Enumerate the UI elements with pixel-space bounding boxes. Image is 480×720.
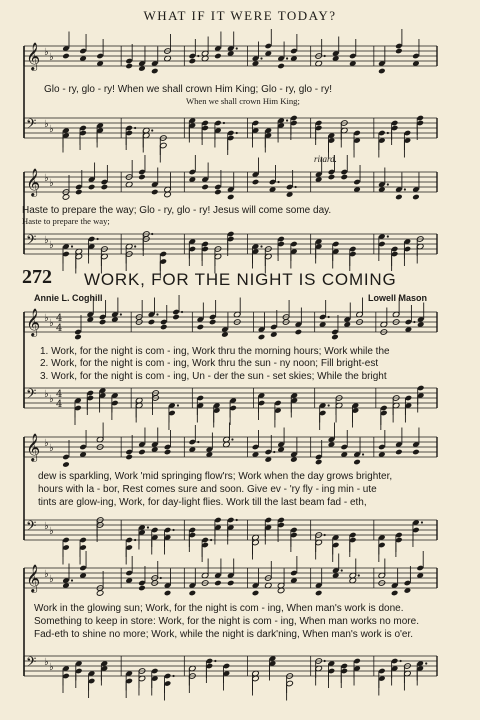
lyric-s1-v3: 3. Work, for the night is com - ing, Un - der the sun - set skies; While the bright	[40, 371, 387, 382]
svg-text:♭: ♭	[44, 389, 49, 400]
svg-text:♭: ♭	[44, 438, 49, 449]
lyric-prev-line2-bass: Haste to prepare the way;	[22, 216, 110, 226]
svg-text:♭: ♭	[49, 574, 54, 585]
lyric-s3-v1: Work in the glowing sun; Work, for the night is com - ing, When man's work is done.	[34, 603, 404, 614]
lyric-s3-v3: Fad-eth to shine no more; Work, while the night is dark'ning, When man's work is o'er.	[34, 629, 414, 640]
svg-text:♭: ♭	[49, 394, 54, 405]
lyric-prev-line2: Haste to prepare the way; Glo - ry, glo - ry! Jesus will come some day.	[22, 205, 332, 216]
svg-text:𝄢: 𝄢	[26, 232, 37, 251]
lyric-prev-line1: Glo - ry, glo - ry! When we shall crown Him King; Glo - ry, glo - ry!	[44, 84, 333, 95]
svg-text:♭: ♭	[44, 569, 49, 580]
svg-text:♭: ♭	[49, 240, 54, 251]
lyric-s3-v2: Something to keep in store: Work, for the night is com - ing, When man works no more.	[34, 616, 419, 627]
composer-credit: Lowell Mason	[368, 293, 428, 303]
tempo-marking: ritard.	[314, 154, 337, 164]
svg-text:♭: ♭	[44, 173, 49, 184]
svg-text:4: 4	[56, 399, 63, 410]
hymn-number: 272	[22, 266, 52, 288]
svg-text:♭: ♭	[44, 119, 49, 130]
lyricist-credit: Annie L. Coghill	[34, 293, 103, 303]
svg-text:𝄞: 𝄞	[26, 433, 41, 461]
svg-text:𝄢: 𝄢	[26, 116, 37, 135]
svg-text:♭: ♭	[49, 124, 54, 135]
lyric-s2-v3: tints are glow-ing, Work, for day-light flies. Work till the last beam fad - eth,	[38, 497, 367, 508]
svg-text:𝄢: 𝄢	[26, 654, 37, 673]
svg-text:♭: ♭	[49, 318, 54, 329]
svg-text:𝄞: 𝄞	[26, 42, 41, 70]
svg-text:♭: ♭	[49, 178, 54, 189]
lyric-s1-v2: 2. Work, for the night is com - ing, Work thru the sun - ny noon; Fill bright-est	[40, 358, 379, 369]
svg-text:♭: ♭	[49, 52, 54, 63]
svg-text:♭: ♭	[44, 313, 49, 324]
svg-text:4: 4	[56, 323, 63, 334]
svg-text:♭: ♭	[44, 657, 49, 668]
svg-text:♭: ♭	[49, 526, 54, 537]
svg-text:♭: ♭	[44, 235, 49, 246]
previous-hymn-title: WHAT IF IT WERE TODAY?	[143, 8, 337, 23]
svg-text:𝄞: 𝄞	[26, 564, 41, 592]
hymn-title: WORK, FOR THE NIGHT IS COMING	[84, 270, 397, 289]
lyric-prev-line1-bass: When we shall crown Him King;	[186, 96, 300, 106]
svg-text:𝄞: 𝄞	[26, 308, 41, 336]
lyric-s1-v1: 1. Work, for the night is com - ing, Work thru the morning hours; Work while the	[40, 346, 390, 357]
svg-text:♭: ♭	[44, 521, 49, 532]
svg-text:𝄢: 𝄢	[26, 386, 37, 405]
svg-text:♭: ♭	[49, 443, 54, 454]
svg-text:4: 4	[56, 313, 63, 324]
svg-text:♭: ♭	[44, 47, 49, 58]
svg-text:♭: ♭	[49, 662, 54, 673]
svg-text:𝄢: 𝄢	[26, 518, 37, 537]
lyric-s2-v2: hours with la - bor, Rest comes sure and soon. Give ev - 'ry fly - ing min - ute	[38, 484, 377, 495]
svg-text:4: 4	[56, 389, 63, 400]
svg-text:𝄞: 𝄞	[26, 168, 41, 196]
lyric-s2-v1: dew is sparkling, Work 'mid springing flow'rs; Work when the day grows brighter,	[38, 471, 393, 482]
